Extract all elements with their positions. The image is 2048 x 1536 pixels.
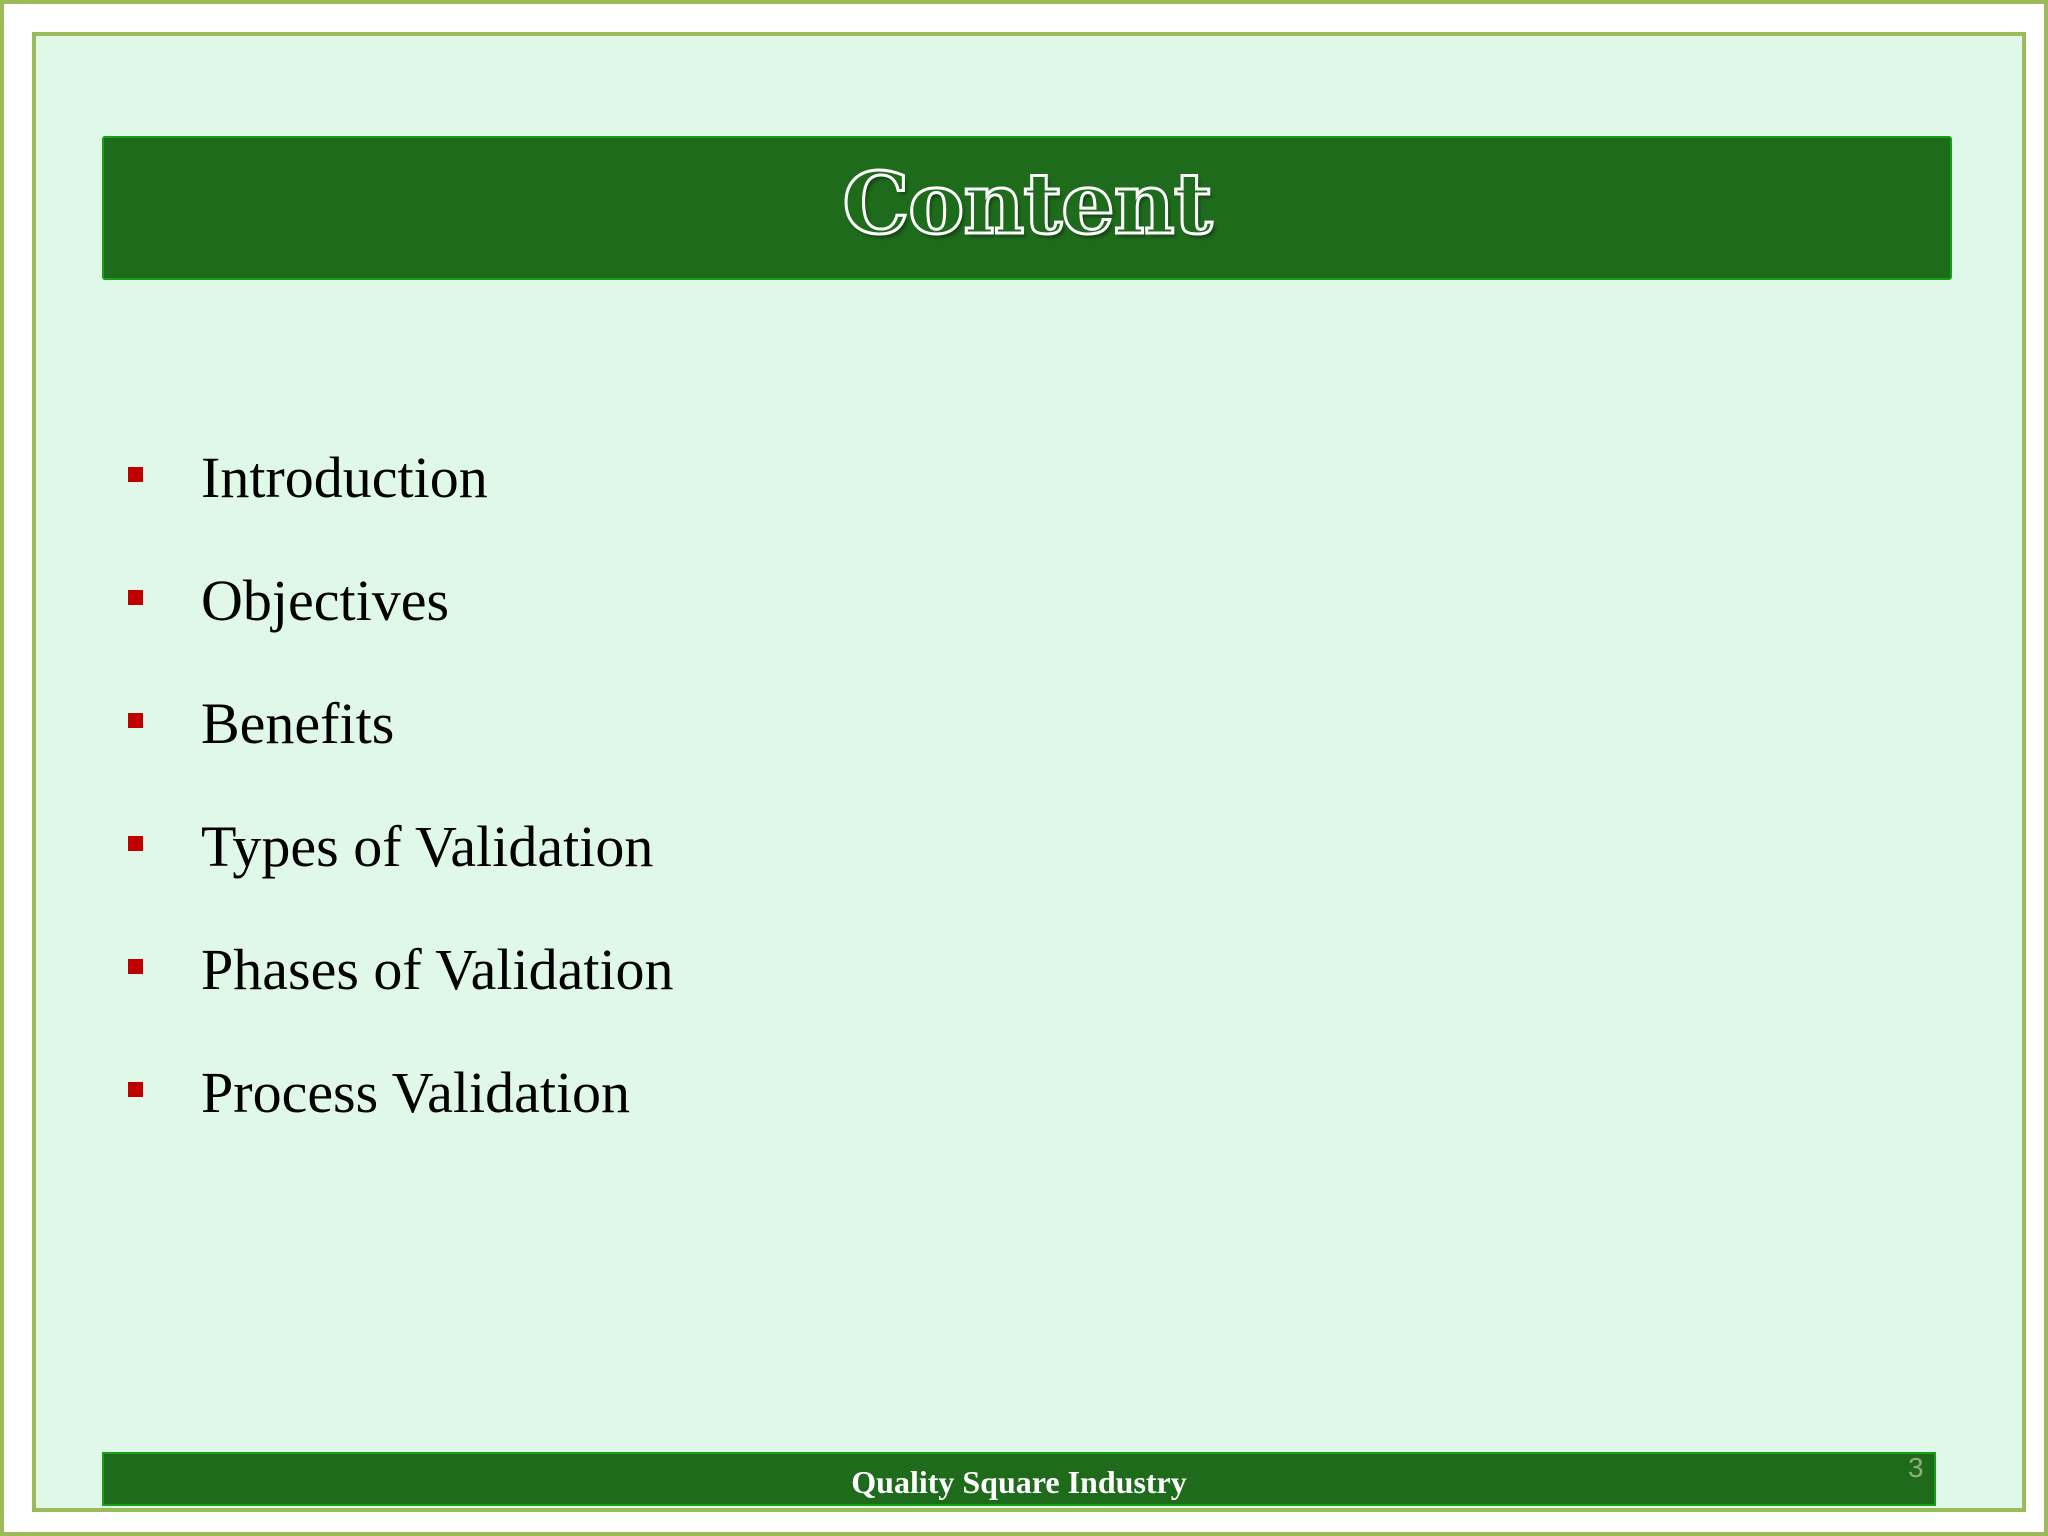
list-item-label: Process Validation	[201, 1059, 631, 1125]
square-bullet-icon	[128, 590, 143, 605]
slide-title: Content	[842, 154, 1212, 253]
list-item	[128, 785, 674, 908]
list-item-label: Phases of Validation	[201, 936, 674, 1002]
content-list	[128, 416, 674, 1154]
list-item	[128, 662, 674, 785]
square-bullet-icon	[128, 836, 143, 851]
square-bullet-icon	[128, 1082, 143, 1097]
footer-text: Quality Square Industry	[851, 1463, 1187, 1500]
footer-bar	[102, 1452, 1936, 1506]
list-item	[128, 908, 674, 1031]
list-item	[128, 1031, 674, 1154]
title-bar	[102, 136, 1952, 280]
square-bullet-icon	[128, 959, 143, 974]
page-number: 3	[1908, 1452, 1924, 1483]
list-item	[128, 416, 674, 539]
list-item-label: Types of Validation	[201, 813, 654, 879]
list-item-label: Introduction	[201, 444, 488, 510]
list-item-label: Objectives	[201, 567, 450, 633]
square-bullet-icon	[128, 713, 143, 728]
square-bullet-icon	[128, 467, 143, 482]
list-item	[128, 539, 674, 662]
list-item-label: Benefits	[201, 690, 395, 756]
